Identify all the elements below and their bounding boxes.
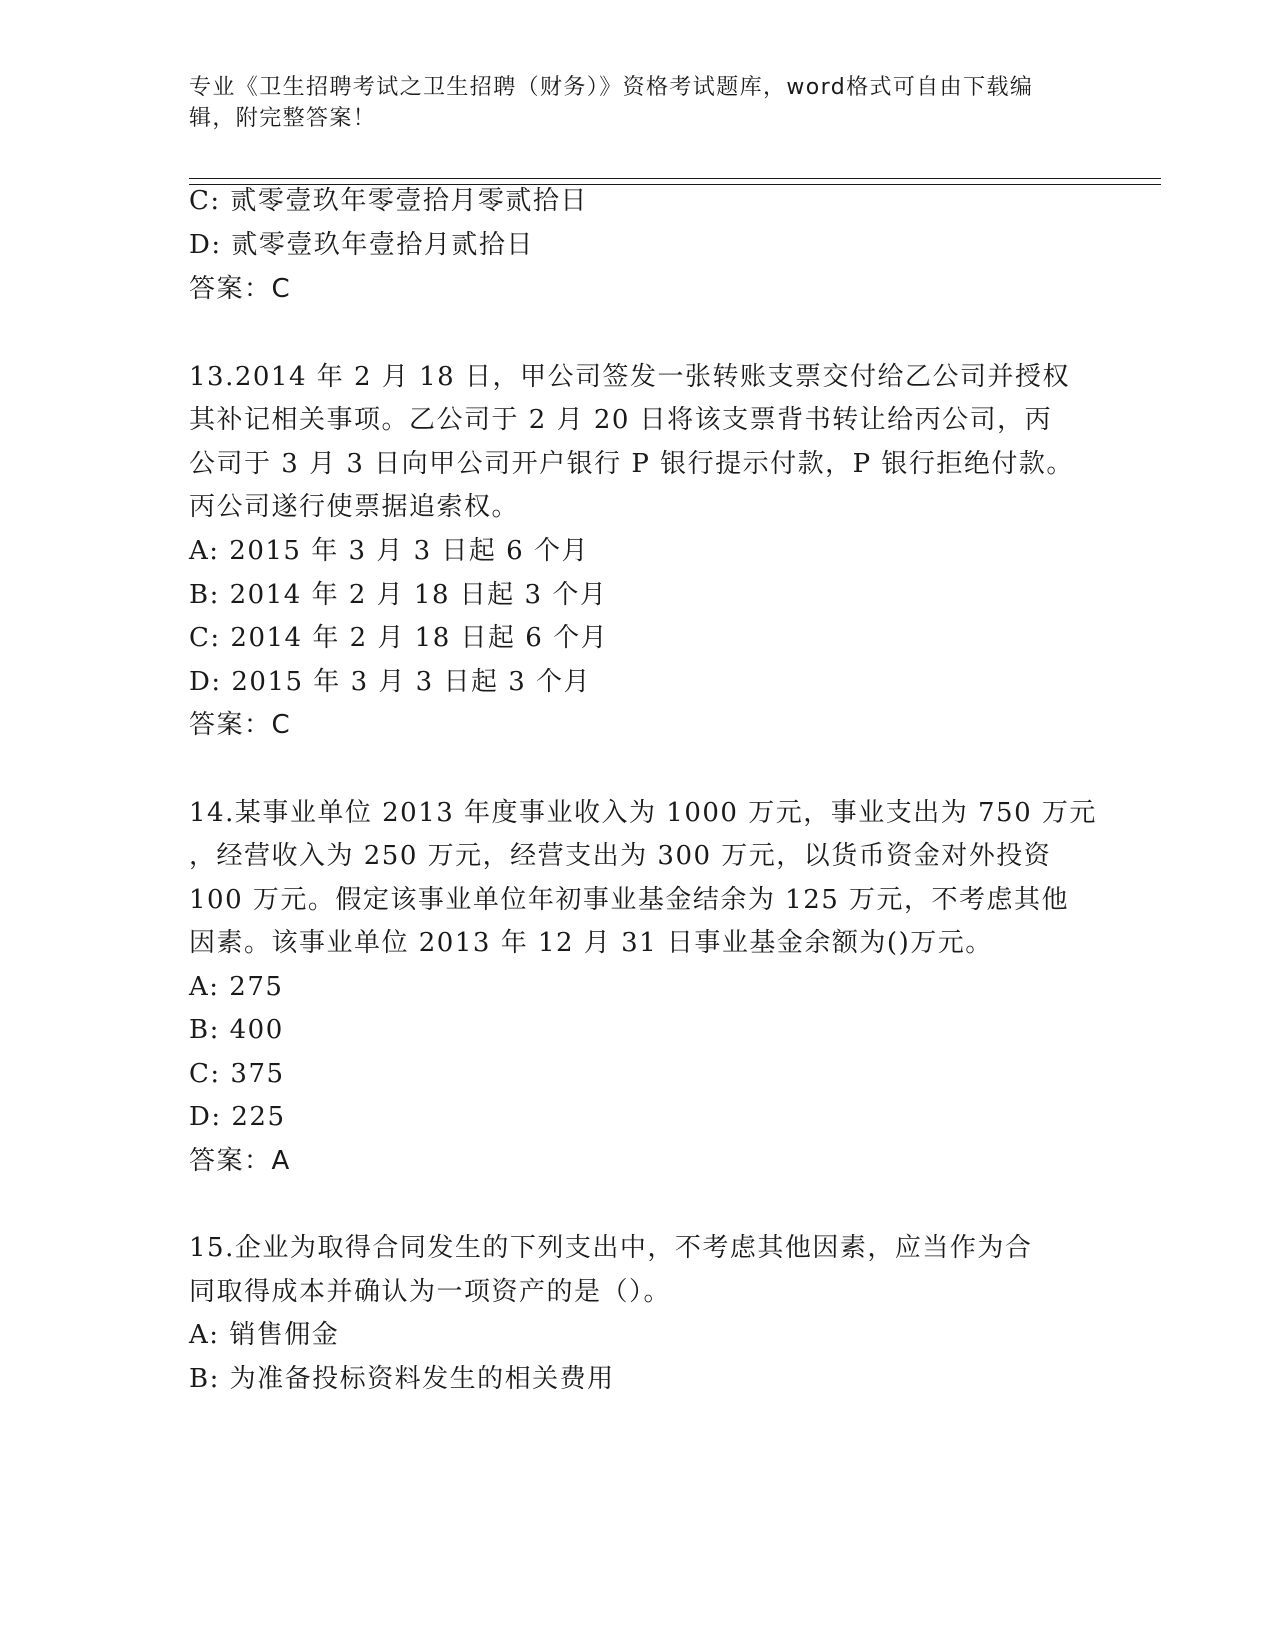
q14-stem-line: 14.某事业单位 2013 年度事业收入为 1000 万元，事业支出为 750 万元	[189, 798, 1097, 828]
q13-option-d: D: 2015 年 3 月 3 日起 3 个月	[189, 667, 592, 697]
q13-option-a: A: 2015 年 3 月 3 日起 6 个月	[189, 536, 589, 566]
q14-option-d: D: 225	[189, 1102, 286, 1132]
q14-option-a: A: 275	[189, 972, 284, 1002]
q14-option-c: C: 375	[189, 1059, 285, 1089]
q14-stem-line: 因素。该事业单位 2013 年 12 月 31 日事业基金余额为()万元。	[189, 928, 993, 958]
q14-option-b: B: 400	[189, 1015, 284, 1045]
q13-option-c: C: 2014 年 2 月 18 日起 6 个月	[189, 623, 609, 653]
q15-option-b: B: 为准备投标资料发生的相关费用	[189, 1364, 615, 1394]
q12-answer: 答案：C	[189, 274, 292, 304]
q12-option-d: D: 贰零壹玖年壹拾月贰拾日	[189, 230, 534, 260]
q13-option-b: B: 2014 年 2 月 18 日起 3 个月	[189, 580, 608, 610]
q13-stem-line: 公司于 3 月 3 日向甲公司开户银行 P 银行提示付款，P 银行拒绝付款。	[189, 449, 1074, 479]
q15-stem-line: 15.企业为取得合同发生的下列支出中，不考虑其他因素，应当作为合	[189, 1233, 1033, 1263]
q14-stem-line: ，经营收入为 250 万元，经营支出为 300 万元，以货币资金对外投资	[189, 841, 1052, 871]
q13-stem-line: 其补记相关事项。乙公司于 2 月 20 日将该支票背书转让给丙公司，丙	[189, 405, 1053, 435]
q13-stem-line: 丙公司遂行使票据追索权。	[189, 492, 520, 522]
header-rule-top	[189, 178, 1161, 179]
q14-stem-line: 100 万元。假定该事业单位年初事业基金结余为 125 万元，不考虑其他	[189, 885, 1070, 915]
q15-option-a: A: 销售佣金	[189, 1320, 340, 1350]
q14-answer: 答案：A	[189, 1146, 291, 1176]
q13-stem-line: 13.2014 年 2 月 18 日，甲公司签发一张转账支票交付给乙公司并授权	[189, 362, 1070, 392]
document-header: 专业《卫生招聘考试之卫生招聘（财务）》资格考试题库，word格式可自由下载编辑，附完整答案！	[189, 75, 1034, 131]
header-rule-bottom	[189, 184, 1161, 185]
q15-stem-line: 同取得成本并确认为一项资产的是（）。	[189, 1277, 672, 1307]
q12-option-c: C: 贰零壹玖年零壹拾月零贰拾日	[189, 186, 588, 216]
q13-answer: 答案：C	[189, 710, 292, 740]
